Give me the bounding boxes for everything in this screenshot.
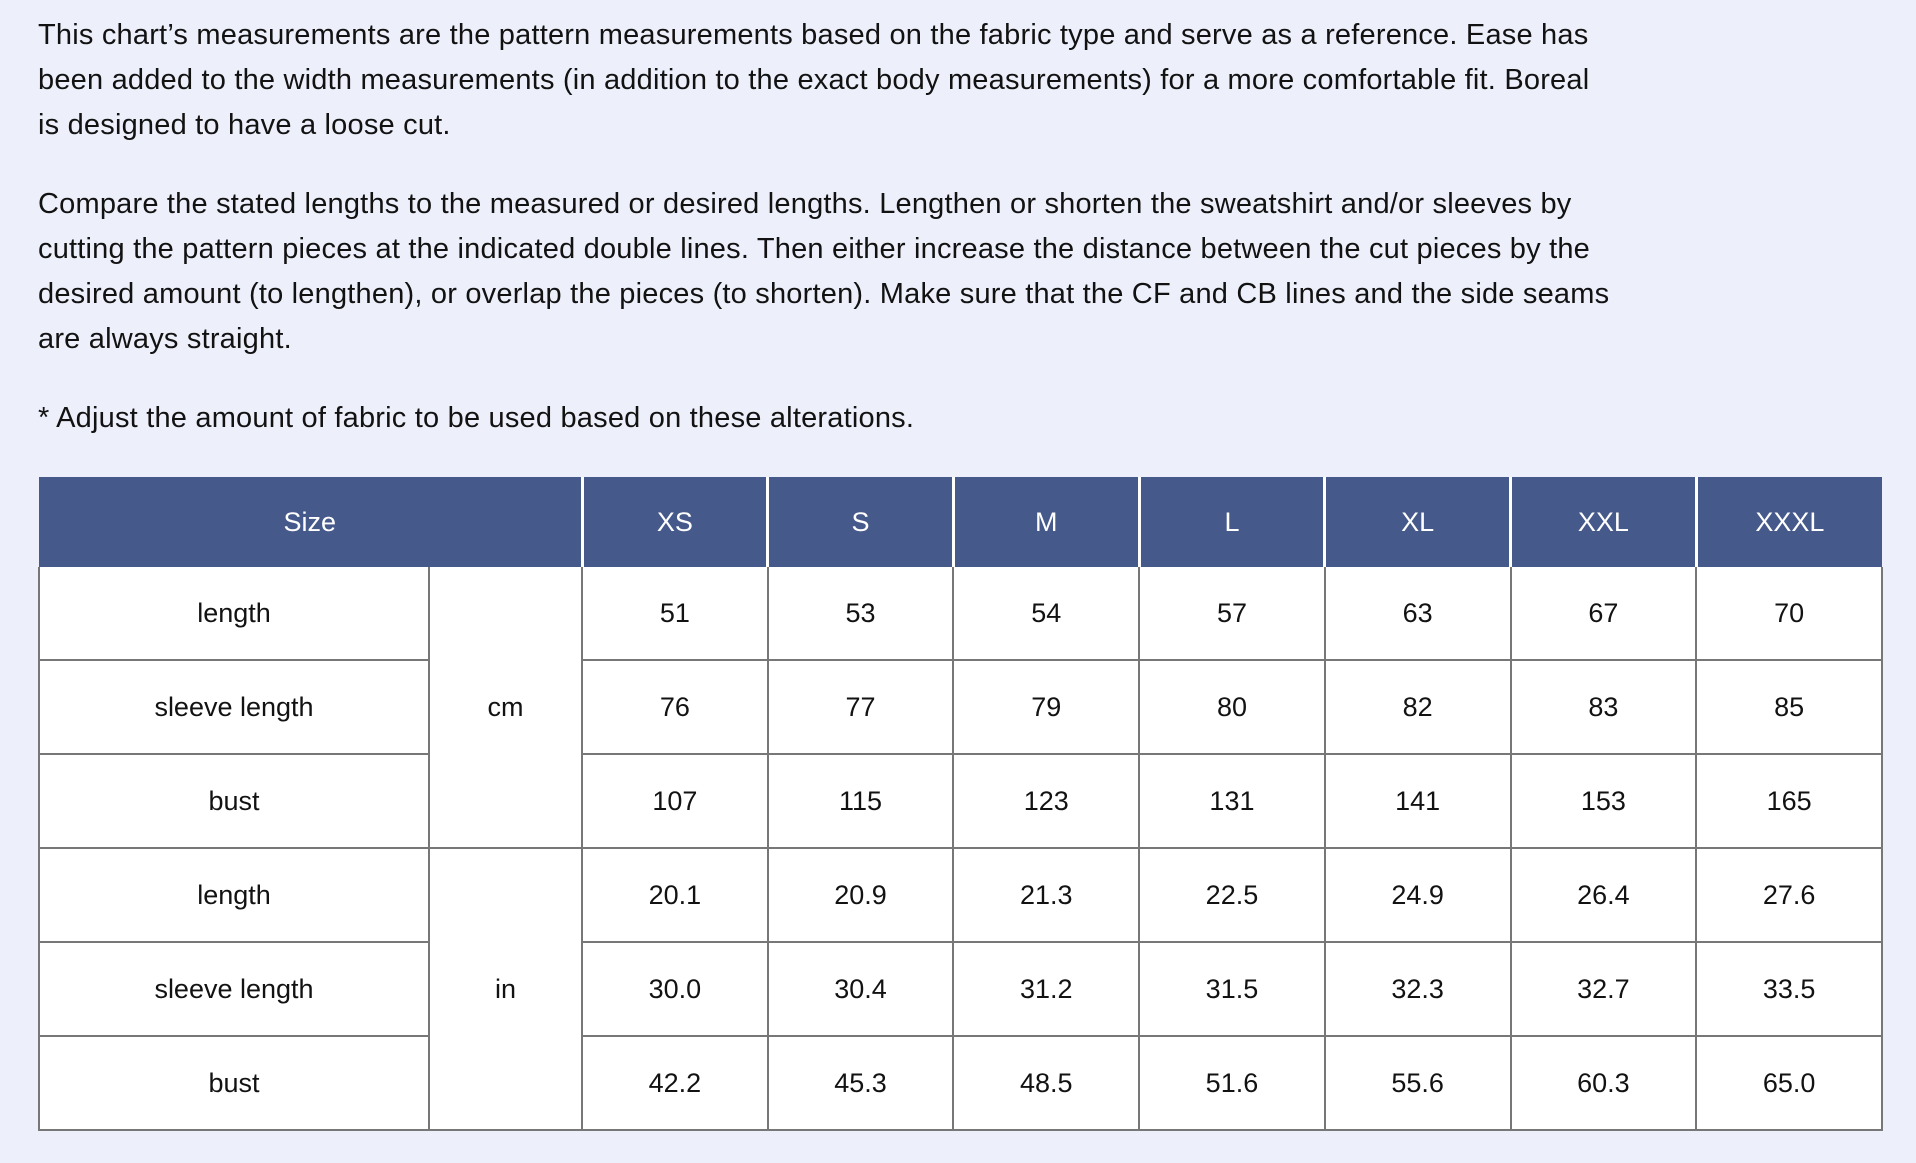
value-cell: 54 xyxy=(953,567,1139,660)
size-col-header-l: L xyxy=(1139,477,1325,567)
paragraph-line: This chart’s measurements are the pattern measurements based on the fabric type and serve as a reference. Ease has xyxy=(38,19,1589,51)
fabric-adjust-note xyxy=(38,396,1883,441)
value-cell: 123 xyxy=(953,754,1139,848)
intro-paragraph-1 xyxy=(38,13,1883,148)
row-label-cell: length xyxy=(39,848,429,942)
table-row-bust-cm xyxy=(39,754,1882,848)
unit-cell-cm: cm xyxy=(429,567,582,848)
size-header-cell: Size xyxy=(39,477,582,567)
value-cell: 24.9 xyxy=(1325,848,1511,942)
value-cell: 30.4 xyxy=(768,942,954,1036)
value-cell: 33.5 xyxy=(1696,942,1882,1036)
value-cell: 42.2 xyxy=(582,1036,768,1130)
value-cell: 48.5 xyxy=(953,1036,1139,1130)
table-row-length-cm xyxy=(39,567,1882,660)
value-cell: 31.2 xyxy=(953,942,1139,1036)
paragraph-line: desired amount (to lengthen), or overlap the pieces (to shorten). Make sure that the CF and CB lines and the side seams xyxy=(38,278,1610,310)
size-col-header-xxxl: XXXL xyxy=(1696,477,1882,567)
size-col-header-xs: XS xyxy=(582,477,768,567)
size-col-header-m: M xyxy=(953,477,1139,567)
table-row-bust-in xyxy=(39,1036,1882,1130)
value-cell: 80 xyxy=(1139,660,1325,754)
paragraph-line: been added to the width measurements (in addition to the exact body measurements) for a more comfortable fit. Boreal xyxy=(38,64,1590,96)
value-cell: 27.6 xyxy=(1696,848,1882,942)
value-cell: 45.3 xyxy=(768,1036,954,1130)
row-label-cell: bust xyxy=(39,754,429,848)
paragraph-line: * Adjust the amount of fabric to be used based on these alterations. xyxy=(38,402,915,434)
value-cell: 20.9 xyxy=(768,848,954,942)
value-cell: 115 xyxy=(768,754,954,848)
value-cell: 165 xyxy=(1696,754,1882,848)
value-cell: 65.0 xyxy=(1696,1036,1882,1130)
value-cell: 76 xyxy=(582,660,768,754)
value-cell: 22.5 xyxy=(1139,848,1325,942)
value-cell: 55.6 xyxy=(1325,1036,1511,1130)
value-cell: 21.3 xyxy=(953,848,1139,942)
size-col-header-s: S xyxy=(768,477,954,567)
value-cell: 30.0 xyxy=(582,942,768,1036)
value-cell: 32.3 xyxy=(1325,942,1511,1036)
value-cell: 57 xyxy=(1139,567,1325,660)
size-col-header-xxl: XXL xyxy=(1511,477,1697,567)
unit-cell-in: in xyxy=(429,848,582,1130)
row-label-cell: sleeve length xyxy=(39,942,429,1036)
value-cell: 79 xyxy=(953,660,1139,754)
value-cell: 32.7 xyxy=(1511,942,1697,1036)
paragraph-line: is designed to have a loose cut. xyxy=(38,109,451,141)
size-col-header-xl: XL xyxy=(1325,477,1511,567)
size-chart-table xyxy=(38,477,1883,1131)
paragraph-line: cutting the pattern pieces at the indicated double lines. Then either increase the distance between the cut pieces by the xyxy=(38,233,1590,265)
value-cell: 77 xyxy=(768,660,954,754)
value-cell: 20.1 xyxy=(582,848,768,942)
value-cell: 70 xyxy=(1696,567,1882,660)
value-cell: 83 xyxy=(1511,660,1697,754)
row-label-cell: bust xyxy=(39,1036,429,1130)
paragraph-line: are always straight. xyxy=(38,323,292,355)
value-cell: 82 xyxy=(1325,660,1511,754)
intro-paragraph-2 xyxy=(38,182,1883,362)
value-cell: 26.4 xyxy=(1511,848,1697,942)
table-row-sleeve-length-cm xyxy=(39,660,1882,754)
value-cell: 107 xyxy=(582,754,768,848)
value-cell: 85 xyxy=(1696,660,1882,754)
value-cell: 63 xyxy=(1325,567,1511,660)
value-cell: 60.3 xyxy=(1511,1036,1697,1130)
value-cell: 67 xyxy=(1511,567,1697,660)
value-cell: 141 xyxy=(1325,754,1511,848)
value-cell: 31.5 xyxy=(1139,942,1325,1036)
value-cell: 51 xyxy=(582,567,768,660)
table-header-row xyxy=(39,477,1882,567)
table-row-length-in xyxy=(39,848,1882,942)
row-label-cell: sleeve length xyxy=(39,660,429,754)
value-cell: 51.6 xyxy=(1139,1036,1325,1130)
row-label-cell: length xyxy=(39,567,429,660)
value-cell: 53 xyxy=(768,567,954,660)
value-cell: 153 xyxy=(1511,754,1697,848)
table-row-sleeve-length-in xyxy=(39,942,1882,1036)
paragraph-line: Compare the stated lengths to the measured or desired lengths. Lengthen or shorten the sweatshirt and/or sleeves by xyxy=(38,188,1572,220)
value-cell: 131 xyxy=(1139,754,1325,848)
